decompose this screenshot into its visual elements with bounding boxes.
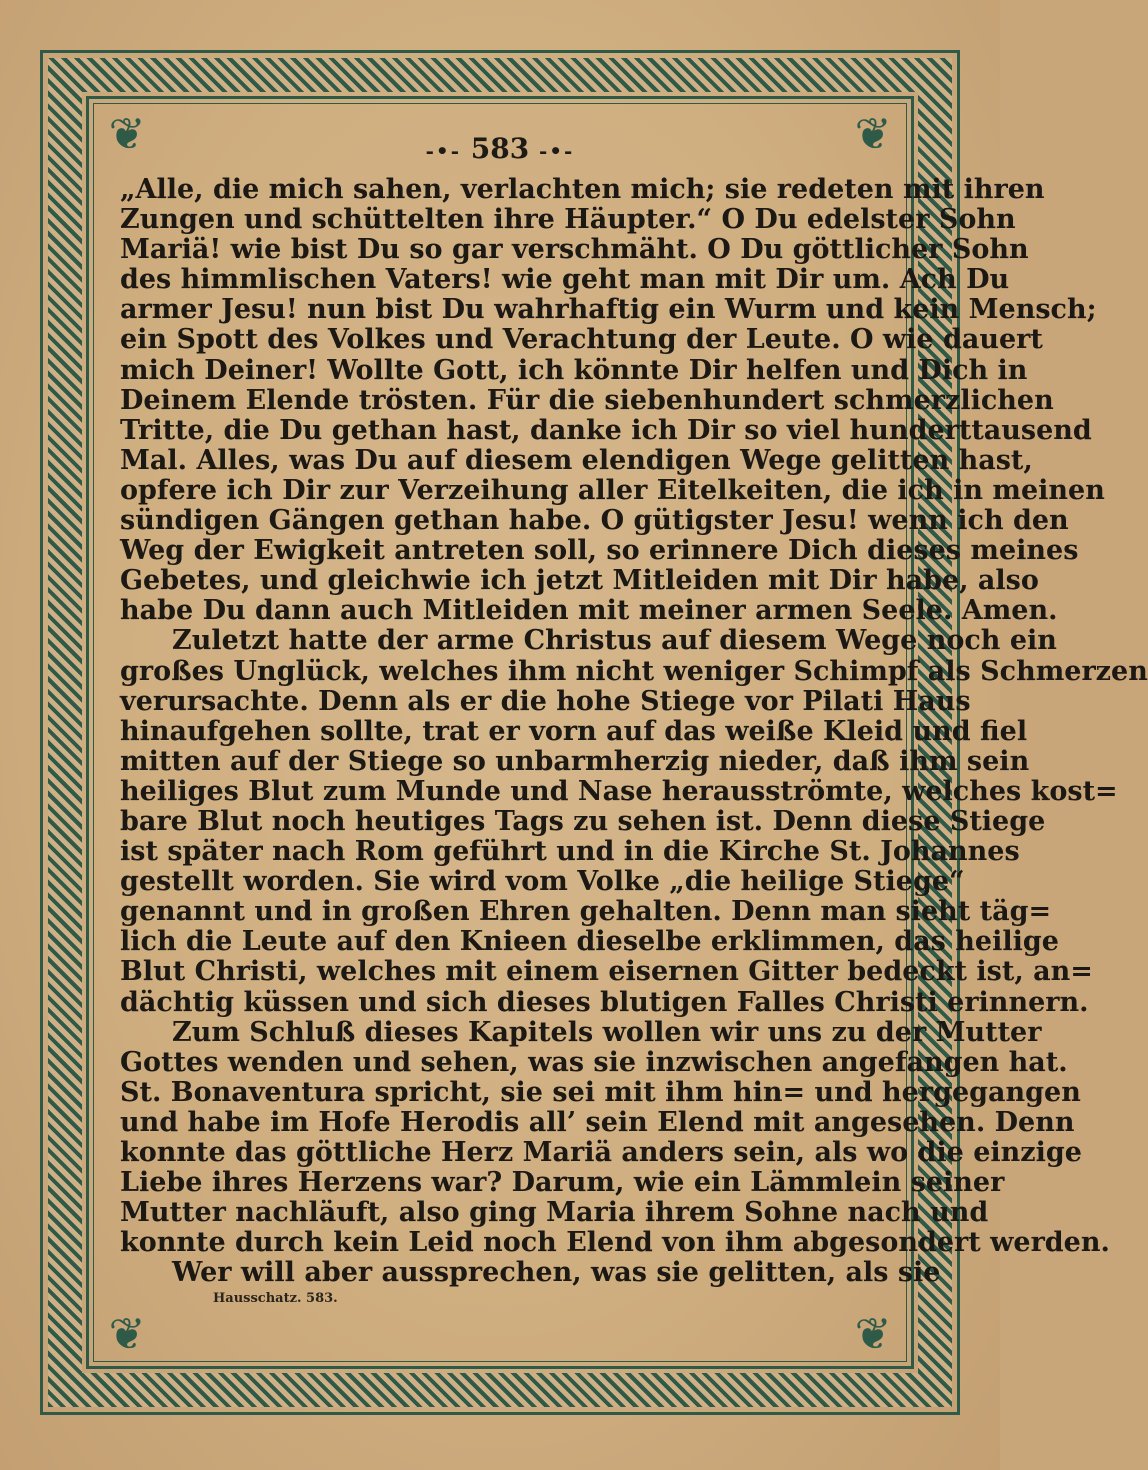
page-header: [0, 132, 1000, 165]
text-line: Weg der Ewigkeit antreten soll, so erinnere Dich dieses meines: [120, 535, 1079, 567]
text-line: habe Du dann auch Mitleiden mit meiner armen Seele. Amen.: [120, 595, 1058, 627]
text-line: ein Spott des Volkes und Verachtung der Leute. O wie dauert: [120, 324, 1043, 356]
page-number: 583: [470, 132, 530, 165]
text-line: Deinem Elende trösten. Für die siebenhundert schmerzlichen: [120, 384, 1054, 416]
text-line: konnte durch kein Leid noch Elend von ihm abgesondert werden.: [120, 1227, 1110, 1259]
text-line: lich die Leute auf den Knieen dieselbe erklimmen, das heilige: [120, 926, 1059, 958]
text-line: Mal. Alles, was Du auf diesem elendigen Wege gelitten hast,: [120, 444, 1033, 476]
text-line: opfere ich Dir zur Verzeihung aller Eitelkeiten, die ich in meinen: [120, 474, 1105, 506]
text-line: gestellt worden. Sie wird vom Volke „die heilige Stiege“: [120, 866, 965, 898]
text-line: Tritte, die Du gethan hast, danke ich Dir so viel hunderttausend: [120, 414, 1092, 446]
text-line: Mutter nachläuft, also ging Maria ihrem Sohne nach und: [120, 1197, 989, 1229]
text-line: sündigen Gängen gethan habe. O gütigster Jesu! wenn ich den: [120, 505, 1069, 537]
text-line: Wer will aber aussprechen, was sie gelitten, als sie: [172, 1257, 941, 1289]
footer-signature: Hausschatz. 583.: [213, 1291, 338, 1306]
corner-ornament-icon: ❦: [854, 1309, 892, 1360]
text-line: ist später nach Rom geführt und in die Kirche St. Johannes: [120, 836, 1020, 868]
text-line: verursachte. Denn als er die hohe Stiege vor Pilati Haus: [120, 685, 971, 717]
text-line: genannt und in großen Ehren gehalten. Denn man sieht täg=: [120, 896, 1052, 928]
text-line: Zum Schluß dieses Kapitels wollen wir uns zu der Mutter: [172, 1016, 1042, 1048]
body-text: [120, 174, 1148, 1289]
text-line: großes Unglück, welches ihm nicht weniger Schimpf als Schmerzen: [120, 655, 1148, 687]
text-line: Gebetes, und gleichwie ich jetzt Mitleiden mit Dir habe, also: [120, 565, 1039, 597]
text-line: Gottes wenden und sehen, was sie inzwischen angefangen hat.: [120, 1046, 1068, 1078]
text-line: Blut Christi, welches mit einem eisernen Gitter bedeckt ist, an=: [120, 956, 1093, 988]
header-ornament-left: -•-: [425, 139, 462, 163]
text-line: heiliges Blut zum Munde und Nase herausströmte, welches kost=: [120, 775, 1118, 807]
text-line: mitten auf der Stiege so unbarmherzig nieder, daß ihm sein: [120, 745, 1030, 777]
corner-ornament-icon: ❦: [854, 109, 892, 160]
text-line: armer Jesu! nun bist Du wahrhaftig ein Wurm und kein Mensch;: [120, 294, 1097, 326]
text-line: hinaufgehen sollte, trat er vorn auf das weiße Kleid und fiel: [120, 715, 1028, 747]
text-line: Zungen und schüttelten ihre Häupter.“ O Du edelster Sohn: [120, 204, 1016, 236]
header-ornament-right: -•-: [538, 139, 575, 163]
text-line: Mariä! wie bist Du so gar verschmäht. O Du göttlicher Sohn: [120, 234, 1029, 266]
text-line: mich Deiner! Wollte Gott, ich könnte Dir helfen und Dich in: [120, 354, 1028, 386]
text-line: Zuletzt hatte der arme Christus auf diesem Wege noch ein: [172, 625, 1057, 657]
text-line: „Alle, die mich sahen, verlachten mich; sie redeten mit ihren: [120, 174, 1045, 205]
text-line: St. Bonaventura spricht, sie sei mit ihm hin= und hergegangen: [120, 1076, 1081, 1108]
text-line: und habe im Hofe Herodis all’ sein Elend mit angesehen. Denn: [120, 1106, 1075, 1138]
text-line: konnte das göttliche Herz Mariä anders sein, als wo die einzige: [120, 1137, 1082, 1168]
corner-ornament-icon: ❦: [108, 1309, 146, 1360]
text-line: bare Blut noch heutiges Tags zu sehen ist. Denn diese Stiege: [120, 805, 1046, 837]
corner-ornament-icon: ❦: [108, 109, 146, 160]
text-line: des himmlischen Vaters! wie geht man mit Dir um. Ach Du: [120, 264, 1010, 296]
text-line: Liebe ihres Herzens war? Darum, wie ein Lämmlein seiner: [120, 1167, 1005, 1199]
text-line: dächtig küssen und sich dieses blutigen Falles Christi erinnern.: [120, 986, 1089, 1018]
